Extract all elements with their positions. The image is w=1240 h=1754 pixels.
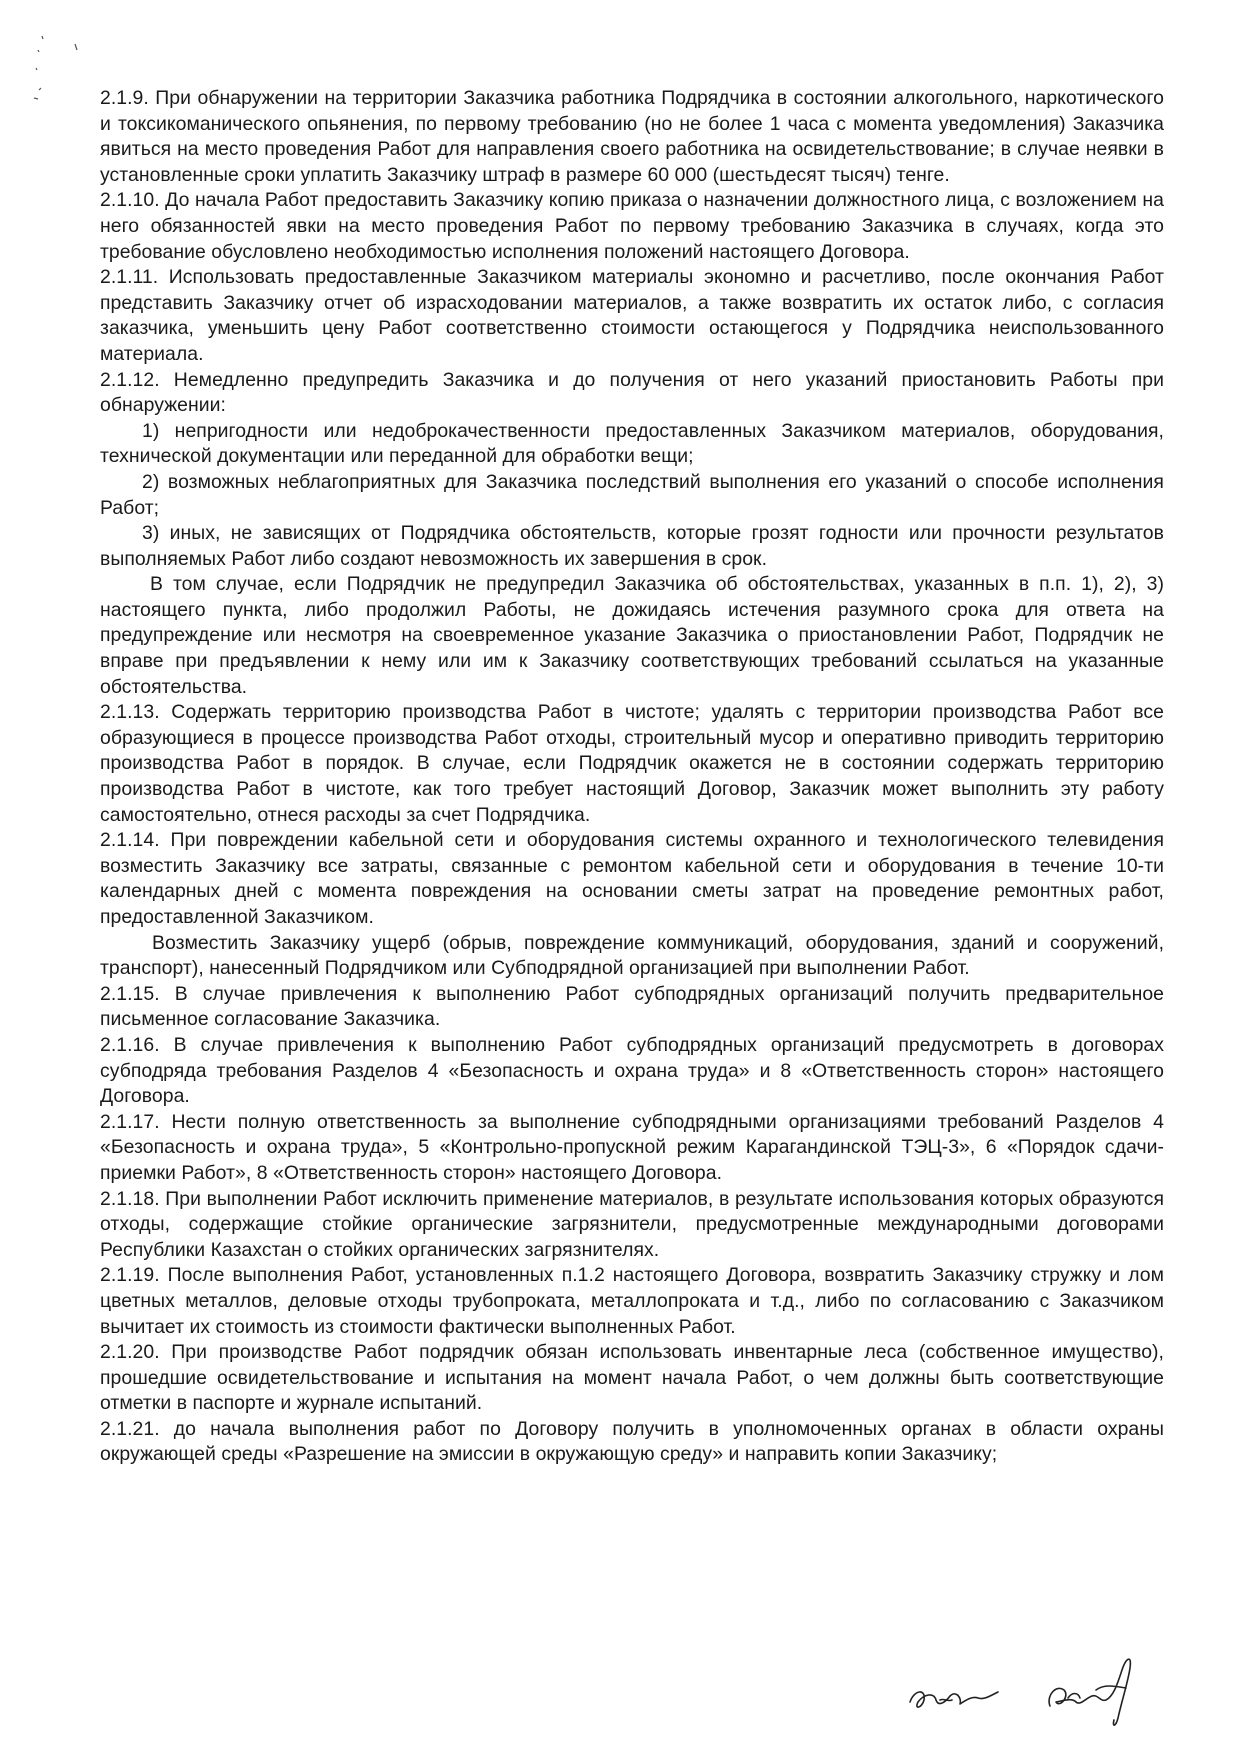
scan-artifact-marks [30, 30, 90, 130]
subitem-3: 3) иных, не зависящих от Подрядчика обстоятельств, которые грозят годности или прочности результатов выполняемых Работ либо создают невозможность их завершения в срок. [100, 522, 1164, 570]
subitem-2: 2) возможных неблагоприятных для Заказчика последствий выполнения его указаний о способе исполнения Работ; [100, 470, 1164, 519]
handwritten-signatures [900, 1640, 1180, 1730]
paragraph-damage-compensation: Возместить Заказчику ущерб (обрыв, повреждение коммуникаций, оборудования, зданий и сооружений, транспорт), нанесенный Подрядчиком или Субподрядной организацией при выполнении Работ. [100, 931, 1164, 980]
subitem-1: 1) непригодности или недоброкачественности предоставленных Заказчиком материалов, оборудования, технической документации или переданной для обработки вещи; [100, 419, 1164, 468]
paragraph-warning-clause: В том случае, если Подрядчик не предупредил Заказчика об обстоятельствах, указанных в п.п. 1), 2), 3) настоящего пункта, либо продолжил Работы, не дожидаясь истечения разумного срока для ответа на предупреждение или несмотря на своевременное указание Заказчика о приостановлении Работ, Подрядчик не вправе при предъявлении к нему или им к Заказчику соответствующих требований ссылаться на указанные обстоятельства. [100, 573, 1164, 698]
paragraph-2-1-18: 2.1.18. При выполнении Работ исключить применение материалов, в результате использования которых образуются отходы, содержащие стойкие органические загрязнители, предусмотренные международными договорами Республики Казахстан о стойких органических загрязнителях. [100, 1187, 1164, 1261]
paragraph-2-1-10: 2.1.10. До начала Работ предоставить Заказчику копию приказа о назначении должностного лица, с возложением на него обязанностей явки на место проведения Работ по первому требованию Заказчика в случаях, когда это требование обусловлено необходимостью исполнения положений настоящего Договора. [100, 189, 1164, 263]
paragraph-2-1-19: 2.1.19. После выполнения Работ, установленных п.1.2 настоящего Договора, возвратить Заказчику стружку и лом цветных металлов, деловые отходы трубопроката, металлопроката и т.д., либо по согласованию с Заказчиком вычитает их стоимость из стоимости фактически выполненных Работ. [100, 1264, 1164, 1338]
paragraph-2-1-12: 2.1.12. Немедленно предупредить Заказчика и до получения от него указаний приостановить Работы при обнаружении: [100, 368, 1164, 417]
paragraph-2-1-14: 2.1.14. При повреждении кабельной сети и оборудования системы охранного и технологического телевидения возместить Заказчику все затраты, связанные с ремонтом кабельной сети и оборудования в течение 10-ти календарных дней с момента повреждения на основании сметы затрат на проведение ремонтных работ, предоставленной Заказчиком. [100, 829, 1164, 928]
paragraph-2-1-17: 2.1.17. Нести полную ответственность за выполнение субподрядными организациями требований Разделов 4 «Безопасность и охрана труда», 5 «Контрольно-пропускной режим Карагандинской ТЭЦ-3», 6 «Порядок сдачи-приемки Работ», 8 «Ответственность сторон» настоящего Договора. [100, 1110, 1164, 1184]
paragraph-2-1-9: 2.1.9. При обнаружении на территории Заказчика работника Подрядчика в состоянии алкогольного, наркотического и токсикоманического опьянения, по первому требованию (но не более 1 часа с момента уведомления) Заказчика явиться на место проведения Работ для направления своего работника на освидетельствование; в случае неявки в установленные сроки уплатить Заказчику штраф в размере 60 000 (шестьдесят тысяч) тенге. [100, 87, 1164, 186]
paragraph-2-1-16: 2.1.16. В случае привлечения к выполнению Работ субподрядных организаций предусмотреть в договорах субподряда требования Разделов 4 «Безопасность и охрана труда» и 8 «Ответственность сторон» настоящего Договора. [100, 1033, 1164, 1108]
document-page [100, 86, 1164, 1468]
paragraph-2-1-11: 2.1.11. Использовать предоставленные Заказчиком материалы экономно и расчетливо, после окончания Работ представить Заказчику отчет об израсходовании материалов, а также возвратить их остаток либо, с согласия заказчика, уменьшить цену Работ соответственно стоимости остающегося у Подрядчика неиспользованного материала. [100, 266, 1164, 365]
paragraph-2-1-15: 2.1.15. В случае привлечения к выполнению Работ субподрядных организаций получить предварительное письменное согласование Заказчика. [100, 982, 1164, 1031]
paragraph-2-1-20: 2.1.20. При производстве Работ подрядчик обязан использовать инвентарные леса (собственное имущество), прошедшие освидетельствование и испытания на момент начала Работ, о чем должны быть соответствующие отметки в паспорте и журнале испытаний. [100, 1341, 1164, 1415]
paragraph-2-1-21: 2.1.21. до начала выполнения работ по Договору получить в уполномоченных органах в области охраны окружающей среды «Разрешение на эмиссии в окружающую среду» и направить копии Заказчику; [100, 1417, 1164, 1466]
paragraph-2-1-13: 2.1.13. Содержать территорию производства Работ в чистоте; удалять с территории производства Работ все образующиеся в процессе производства Работ отходы, строительный мусор и оперативно приводить территорию производства Работ в порядок. В случае, если Подрядчик окажется не в состоянии содержать территорию производства Работ в чистоте, как того требует настоящий Договор, Заказчик может выполнить эту работу самостоятельно, отнеся расходы за счет Подрядчика. [100, 701, 1164, 826]
